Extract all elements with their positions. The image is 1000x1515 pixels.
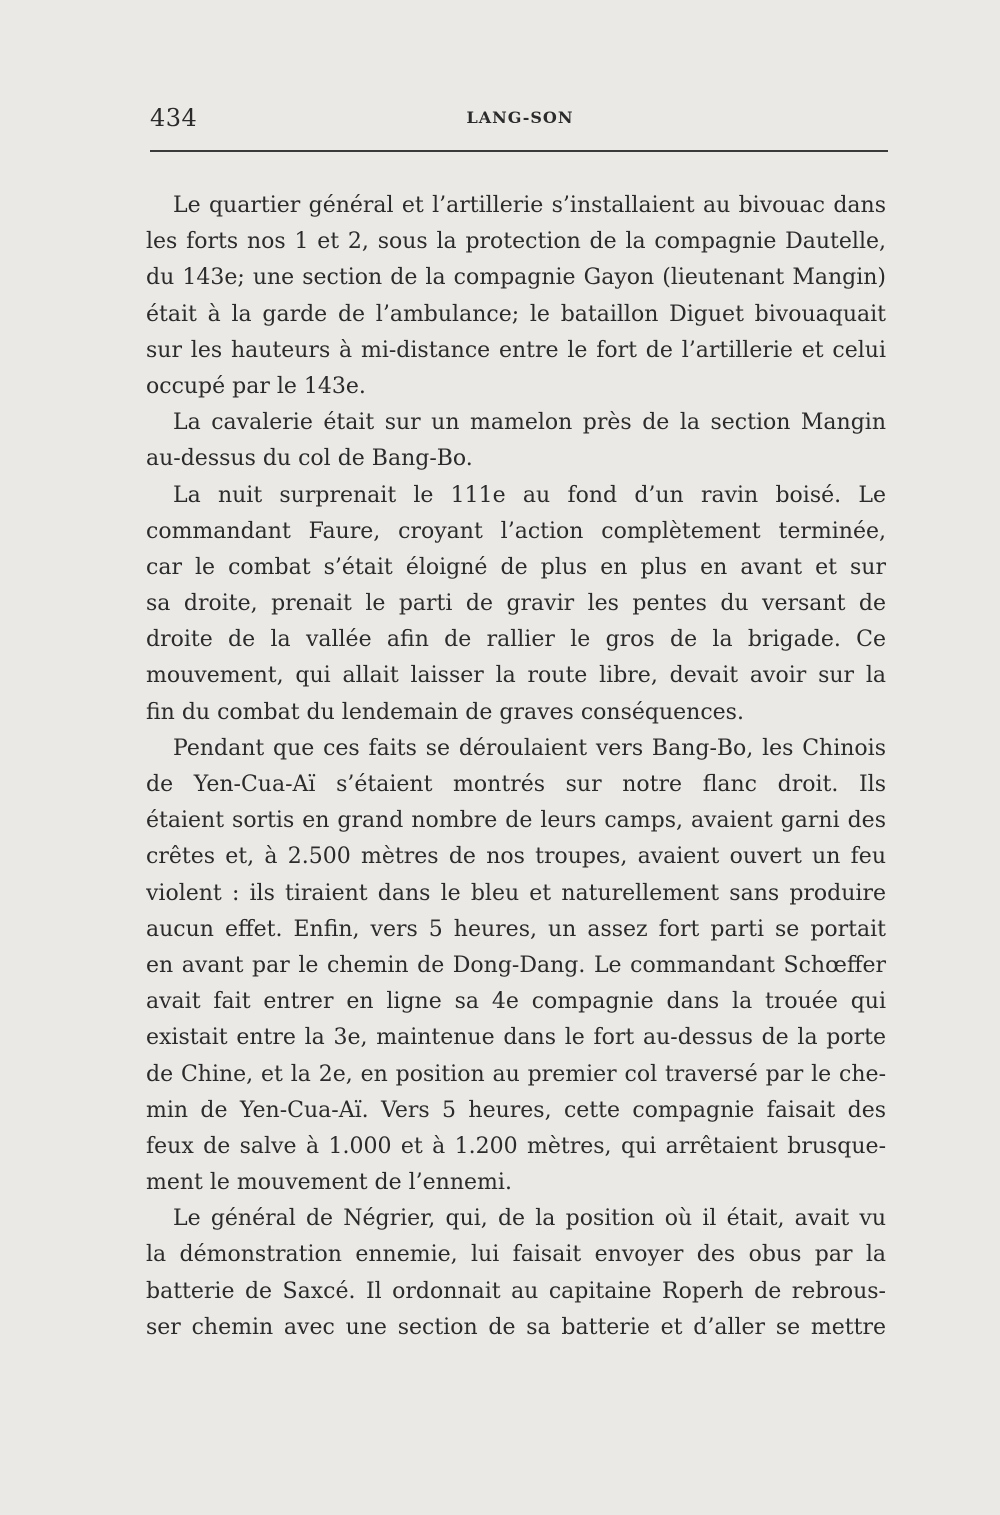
text-line: sa droite, prenait le parti de gravir les pentes du versant de: [146, 591, 886, 617]
text-line: étaient sortis en grand nombre de leurs camps, avaient garni des: [146, 808, 886, 834]
text-line: car le combat s’était éloigné de plus en plus en avant et sur: [146, 554, 886, 580]
text-line: de Yen-Cua-Aï s’étaient montrés sur notre flanc droit. Ils: [146, 772, 886, 797]
page-header: [150, 100, 890, 136]
text-line: ser chemin avec une section de sa batterie et d’aller se mettre: [146, 1314, 886, 1340]
text-line: les forts nos 1 et 2, sous la protection de la compagnie Dautelle,: [146, 229, 886, 255]
text-line: batterie de Saxcé. Il ordonnait au capitaine Roperh de rebrous-: [146, 1278, 886, 1304]
text-line: mouvement, qui allait laisser la route libre, devait avoir sur la: [146, 663, 886, 689]
text-line: min de Yen-Cua-Aï. Vers 5 heures, cette compagnie faisait des: [146, 1097, 886, 1123]
text-line: existait entre la 3e, maintenue dans le fort au-dessus de la porte: [146, 1025, 886, 1051]
text-line: fin du combat du lendemain de graves conséquences.: [146, 699, 744, 725]
text-line: du 143e; une section de la compagnie Gayon (lieutenant Mangin): [146, 265, 886, 291]
text-line: feux de salve à 1.000 et à 1.200 mètres, qui arrêtaient brusque-: [146, 1133, 886, 1159]
text-line: Le général de Négrier, qui, de la position où il était, avait vu: [173, 1206, 886, 1232]
text-line: crêtes et, à 2.500 mètres de nos troupes, avaient ouvert un feu: [146, 844, 886, 870]
header-rule: [150, 150, 888, 152]
text-line: Le quartier général et l’artillerie s’installaient au bivouac dans: [173, 193, 886, 218]
text-line: au-dessus du col de Bang-Bo.: [146, 446, 473, 472]
text-line: sur les hauteurs à mi-distance entre le fort de l’artillerie et celui: [146, 337, 886, 363]
text-line: La nuit surprenait le 111e au fond d’un ravin boisé. Le: [173, 482, 886, 508]
text-line: commandant Faure, croyant l’action complètement terminée,: [146, 518, 886, 544]
text-line: violent : ils tiraient dans le bleu et naturellement sans produire: [146, 880, 886, 906]
text-line: en avant par le chemin de Dong-Dang. Le commandant Schœffer: [146, 952, 886, 978]
text-line: de Chine, et la 2e, en position au premier col traversé par le che-: [146, 1061, 886, 1087]
text-line: était à la garde de l’ambulance; le bataillon Diguet bivouaquait: [146, 301, 886, 327]
text-line: ment le mouvement de l’ennemi.: [146, 1170, 512, 1196]
text-line: occupé par le 143e.: [146, 373, 366, 399]
text-line: avait fait entrer en ligne sa 4e compagnie dans la trouée qui: [146, 989, 886, 1015]
text-line: la démonstration ennemie, lui faisait envoyer des obus par la: [146, 1242, 886, 1268]
body-text: [146, 188, 886, 1346]
text-line: La cavalerie était sur un mamelon près de la section Mangin: [173, 410, 886, 436]
running-head: LANG-SON: [466, 108, 574, 127]
page-number: 434: [150, 104, 198, 132]
text-line: Pendant que ces faits se déroulaient vers Bang-Bo, les Chinois: [173, 735, 886, 761]
text-line: droite de la vallée afin de rallier le gros de la brigade. Ce: [146, 627, 886, 653]
text-line: aucun effet. Enfin, vers 5 heures, un assez fort parti se portait: [146, 916, 886, 942]
